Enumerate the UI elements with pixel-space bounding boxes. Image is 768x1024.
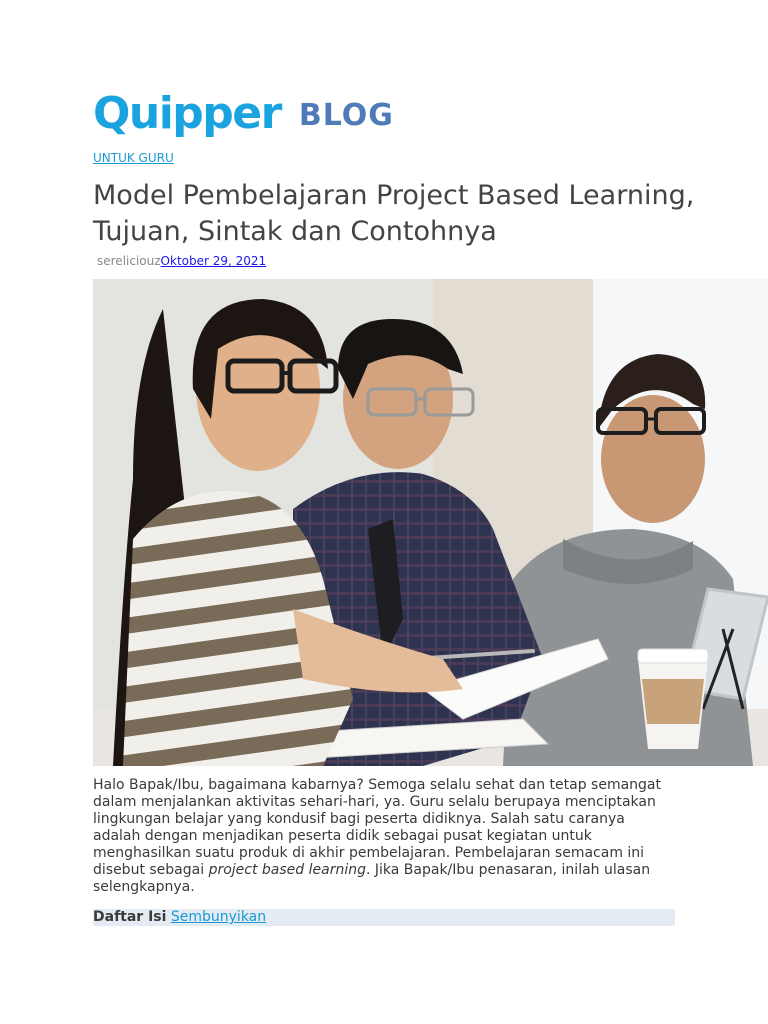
article-meta <box>97 254 266 268</box>
intro-emphasis: project based learning <box>208 862 366 878</box>
intro-text-end: . Jika Bapak/Ibu penasaran, inilah ulasan selengkapnya. <box>93 862 651 895</box>
toc-hide-link[interactable]: Sembunyikan <box>170 909 267 925</box>
article-title: Model Pembelajaran Project Based Learning, Tujuan, Sintak dan Contohnya <box>93 180 695 247</box>
hero-image <box>93 279 768 766</box>
category-link[interactable]: UNTUK GURU <box>93 151 174 165</box>
logo-wordmark: Quipper <box>93 88 281 139</box>
intro-text: Halo Bapak/Ibu, bagaimana kabarnya? Semoga selalu sehat dan tetap semangat dalam menjalankan aktivitas sehari-hari, ya. Guru selalu berupaya menciptakan lingkungan belajar yang kondusif bagi peserta didiknya. Salah satu caranya adalah dengan menjadikan peserta didik sebagai pusat kegiatan untuk menghasilkan suatu produk di akhir pembelajaran. Pembelajaran semacam ini disebut sebagai <box>93 777 662 878</box>
publish-date-link[interactable]: Oktober 29, 2021 <box>160 254 267 268</box>
toc-label: Daftar Isi <box>93 909 167 925</box>
author-name: sereliciouz <box>97 254 161 268</box>
quipper-blog-logo[interactable] <box>93 84 394 139</box>
table-of-contents <box>93 909 675 926</box>
intro-paragraph <box>93 777 673 896</box>
logo-blog-label: BLOG <box>298 98 394 133</box>
